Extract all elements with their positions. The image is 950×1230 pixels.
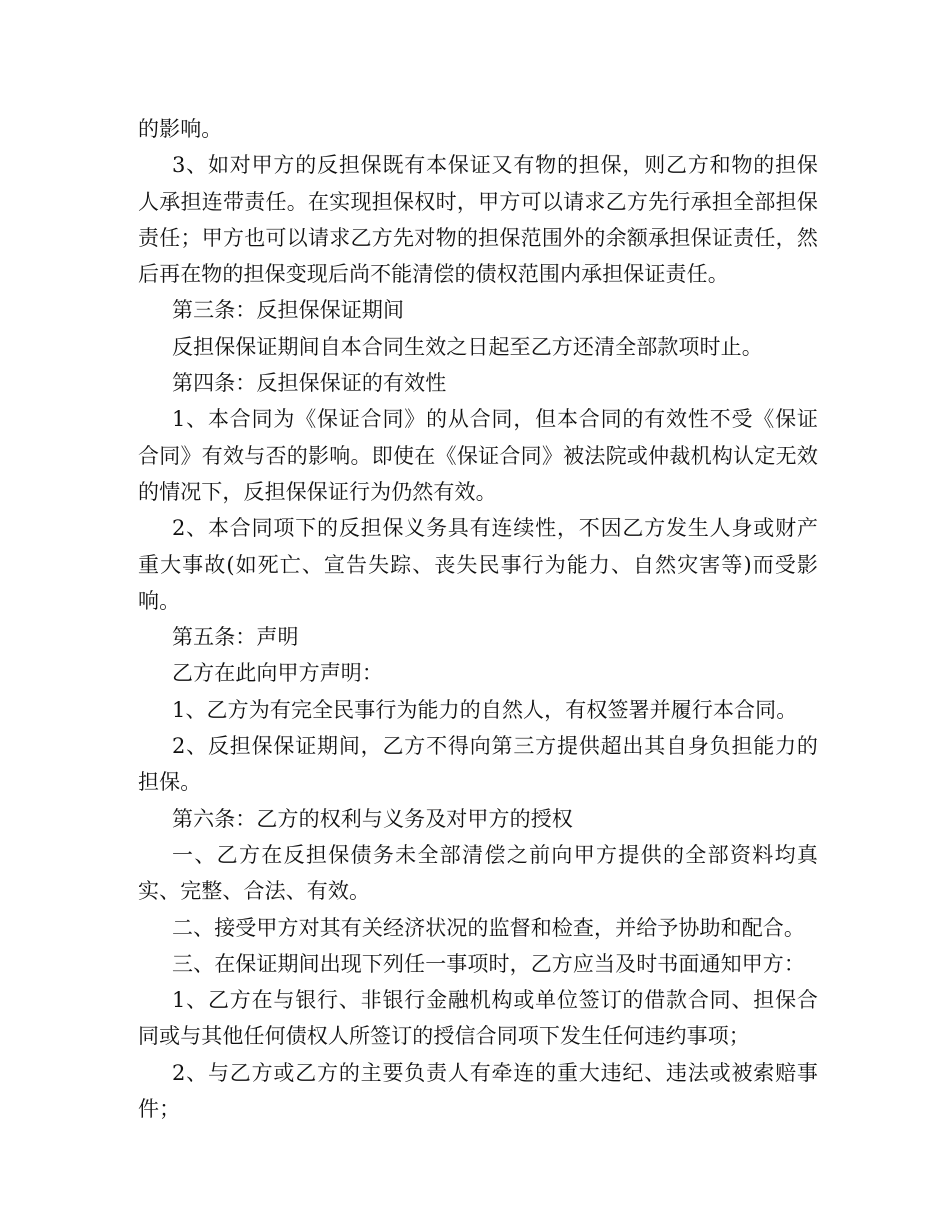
document-body	[138, 111, 818, 1127]
paragraph-article-4-item-2: 2、本合同项下的反担保义务具有连续性，不因乙方发生人身或财产重大事故(如死亡、宣告失踪、丧失民事行为能力、自然灾害等)而受影响。	[138, 516, 818, 613]
paragraph-article-6-subitem-1: 1、乙方在与银行、非银行金融机构或单位签订的借款合同、担保合同或与其他任何债权人所签订的授信合同项下发生任何违约事项；	[138, 988, 818, 1049]
heading-article-3: 第三条：反担保保证期间	[172, 298, 405, 323]
paragraph-article-5-intro: 乙方在此向甲方声明：	[172, 661, 383, 686]
paragraph-clause-3: 3、如对甲方的反担保既有本保证又有物的担保，则乙方和物的担保人承担连带责任。在实现担保权时，甲方可以请求乙方先行承担全部担保责任；甲方也可以请求乙方先对物的担保范围外的余额承担保证责任，然后再在物的担保变现后尚不能清偿的债权范围内承担保证责任。	[138, 153, 818, 287]
heading-article-4: 第四条：反担保保证的有效性	[172, 371, 447, 396]
paragraph-continuation: 的影响。	[138, 117, 223, 141]
paragraph-article-5-item-1: 1、乙方为有完全民事行为能力的自然人，有权签署并履行本合同。	[172, 697, 798, 722]
heading-article-5: 第五条：声明	[172, 625, 299, 650]
paragraph-article-5-item-2: 2、反担保保证期间，乙方不得向第三方提供超出其自身负担能力的担保。	[138, 734, 818, 795]
paragraph-article-3-body: 反担保保证期间自本合同生效之日起至乙方还清全部款项时止。	[172, 334, 763, 359]
heading-article-6: 第六条：乙方的权利与义务及对甲方的授权	[172, 806, 573, 831]
paragraph-article-6-item-3: 三、在保证期间出现下列任一事项时，乙方应当及时书面通知甲方：	[172, 951, 805, 976]
paragraph-article-4-item-1: 1、本合同为《保证合同》的从合同，但本合同的有效性不受《保证合同》有效与否的影响。即使在《保证合同》被法院或仲裁机构认定无效的情况下，反担保保证行为仍然有效。	[138, 407, 818, 504]
paragraph-article-6-item-2: 二、接受甲方对其有关经济状况的监督和检查，并给予协助和配合。	[172, 915, 805, 940]
paragraph-article-6-subitem-2: 2、与乙方或乙方的主要负责人有牵连的重大违纪、违法或被索赔事件；	[138, 1060, 818, 1122]
paragraph-article-6-item-1: 一、乙方在反担保债务未全部清偿之前向甲方提供的全部资料均真实、完整、合法、有效。	[138, 842, 818, 904]
